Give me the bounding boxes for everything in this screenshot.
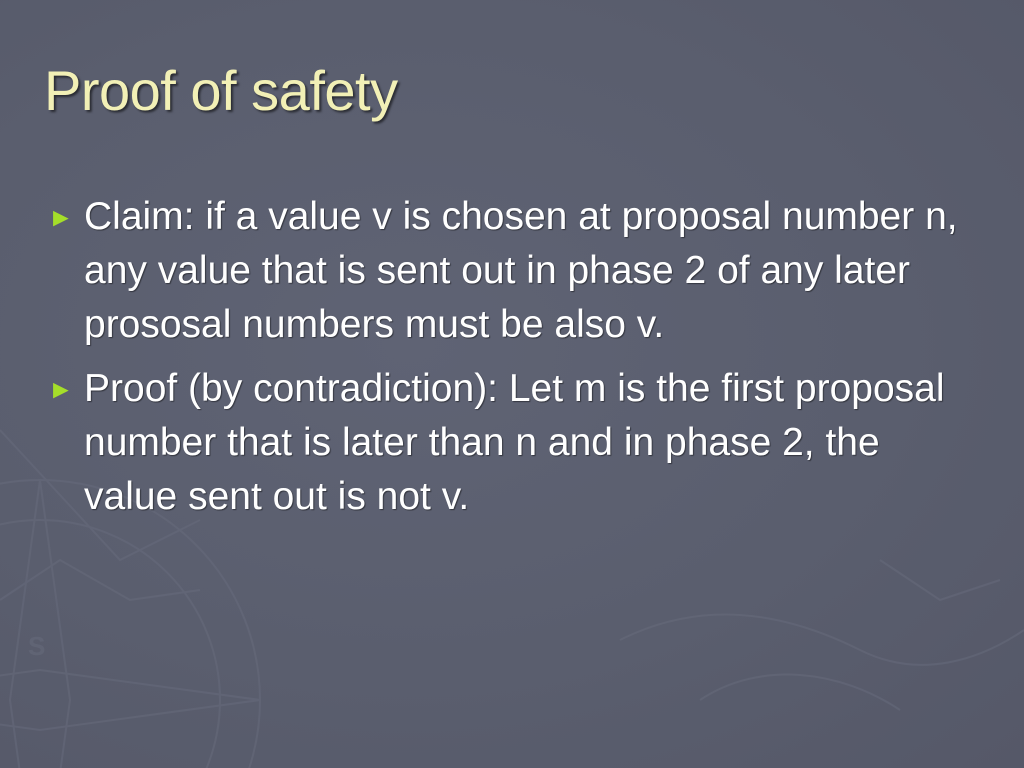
svg-text:S: S [28,631,46,661]
bullet-claim [48,190,978,352]
triangle-bullet-icon: ► [48,202,74,232]
bullet-proof-text: Proof (by contradiction): Let m is the first proposal number that is later than n and in phase 2, the value sent out is not v. [84,367,945,518]
slide-title: Proof of safety [44,59,398,122]
bullet-proof [48,362,978,524]
bullet-list [48,190,978,534]
bullet-claim-text: Claim: if a value v is chosen at proposal number n, any value that is sent out in phase 2 of any later prososal numbers must be also v. [84,195,958,346]
triangle-bullet-icon: ► [48,374,74,404]
